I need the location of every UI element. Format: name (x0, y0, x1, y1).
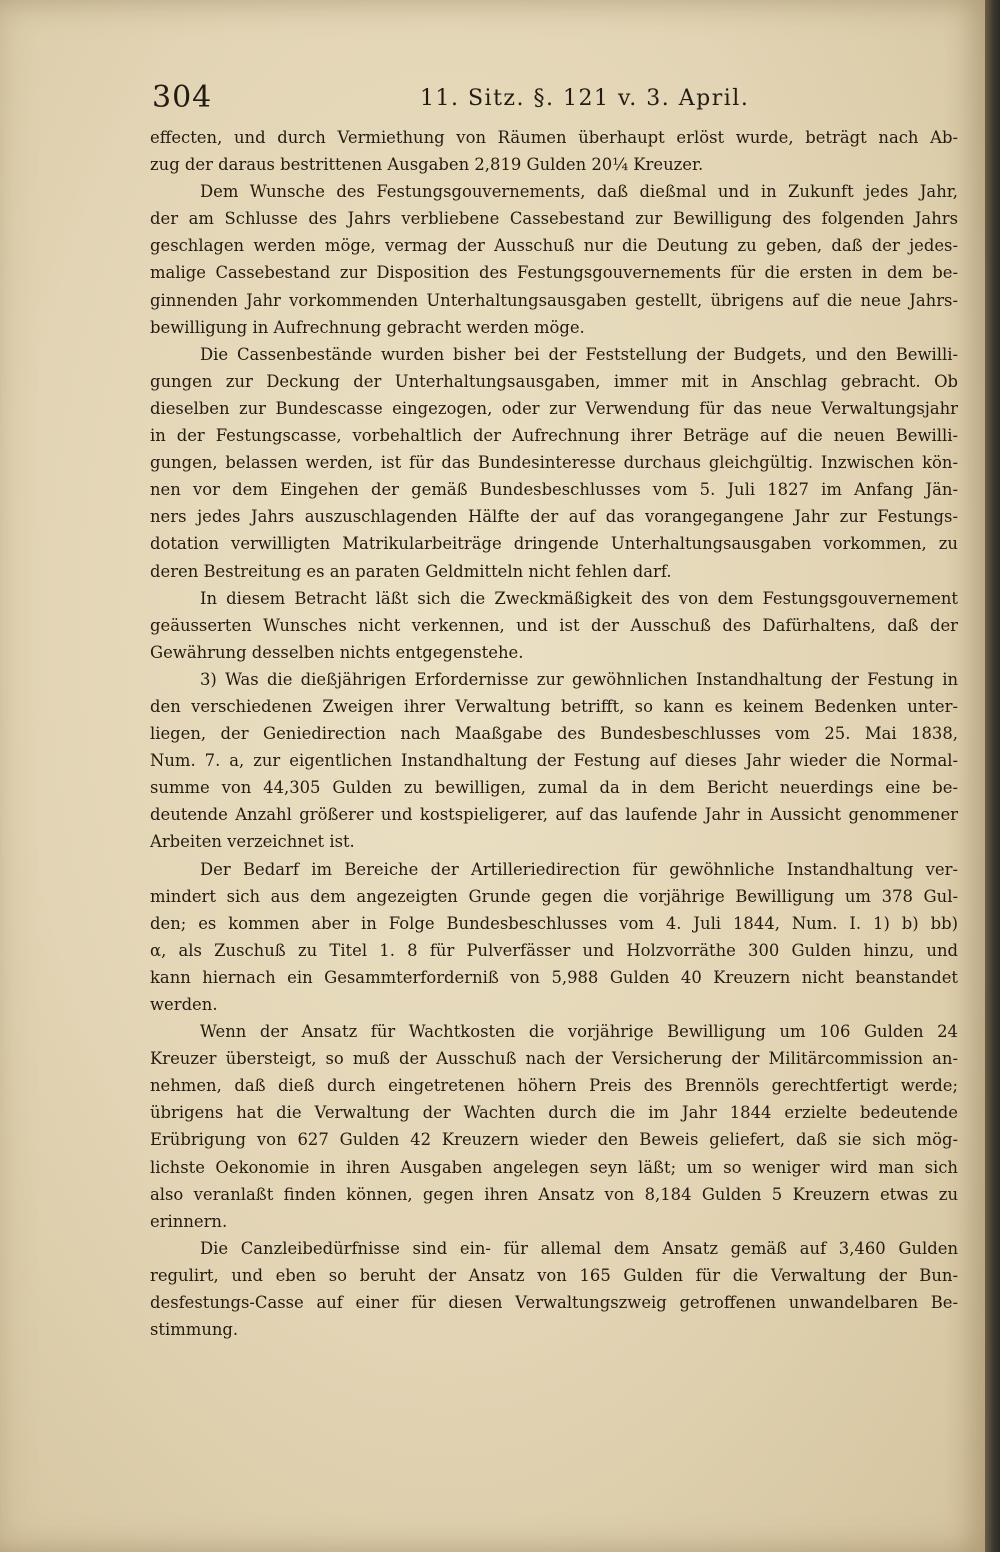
text-line: stimmung. (150, 1320, 239, 1340)
text-line: bewilligung in Aufrechnung gebracht werden möge. (150, 317, 585, 337)
text-line: geschlagen werden möge, vermag der Ausschuß nur die Deutung zu geben, daß der jedes- (150, 236, 958, 256)
text-line: mindert sich aus dem angezeigten Grunde gegen die vorjährige Bewilligung um 378 Gul- (150, 886, 958, 906)
text-line: Dem Wunsche des Festungsgouvernements, daß dießmal und in Zukunft jedes Jahr, (200, 182, 958, 202)
text-line: lichste Oekonomie in ihren Ausgaben angelegen seyn läßt; um so weniger wird man sich (150, 1157, 958, 1177)
text-line: effecten, und durch Vermiethung von Räumen überhaupt erlöst wurde, beträgt nach Ab- (150, 128, 958, 147)
text-line: den; es kommen aber in Folge Bundesbeschlusses vom 4. Juli 1844, Num. I. 1) b) bb) (150, 913, 958, 933)
text-line: nen vor dem Eingehen der gemäß Bundesbeschlusses vom 5. Juli 1827 im Anfang Jän- (150, 480, 958, 500)
page-header (152, 80, 972, 120)
text-line: deren Bestreitung es an paraten Geldmitteln nicht fehlen darf. (150, 561, 672, 581)
text-line: nehmen, daß dieß durch eingetretenen höhern Preis des Brennöls gerechtfertigt werde; (150, 1076, 958, 1096)
text-line: 3) Was die dießjährigen Erfordernisse zur gewöhnlichen Instandhaltung der Festung in (200, 669, 958, 689)
text-line: Der Bedarf im Bereiche der Artilleriedirection für gewöhnliche Instandhaltung ver- (200, 859, 958, 879)
text-line: Erübrigung von 627 Gulden 42 Kreuzern wieder den Beweis geliefert, daß sie sich mög- (150, 1130, 958, 1150)
text-line: Wenn der Ansatz für Wachtkosten die vorjährige Bewilligung um 106 Gulden 24 (200, 1022, 958, 1042)
text-line: kann hiernach ein Gesammterforderniß von 5,988 Gulden 40 Kreuzern nicht beanstandet (150, 967, 958, 987)
text-line: werden. (150, 995, 218, 1014)
text-line: α, als Zuschuß zu Titel 1. 8 für Pulverfässer und Holzvorräthe 300 Gulden hinzu, und (150, 940, 958, 960)
text-line: geäusserten Wunsches nicht verkennen, und ist der Ausschuß des Dafürhaltens, daß der (150, 615, 958, 635)
text-line: Die Cassenbestände wurden bisher bei der Feststellung der Budgets, und den Bewilli- (200, 344, 958, 364)
text-line: erinnern. (150, 1211, 228, 1231)
text-line: Die Canzleibedürfnisse sind ein- für allemal dem Ansatz gemäß auf 3,460 Gulden (200, 1238, 958, 1258)
text-line: also veranlaßt finden können, gegen ihren Ansatz von 8,184 Gulden 5 Kreuzern etwas zu (150, 1184, 958, 1204)
text-line: summe von 44,305 Gulden zu bewilligen, zumal da in dem Bericht neuerdings eine be- (150, 778, 958, 798)
text-line: Arbeiten verzeichnet ist. (150, 832, 355, 852)
text-line: In diesem Betracht läßt sich die Zweckmäßigkeit des von dem Festungsgouvernement (200, 588, 958, 608)
text-line: malige Cassebestand zur Disposition des Festungsgouvernements für die ersten in dem be- (150, 263, 958, 283)
text-line: den verschiedenen Zweigen ihrer Verwaltung betrifft, so kann es keinem Bedenken unter- (150, 696, 958, 716)
book-binding-edge (985, 0, 1000, 1552)
text-line: ginnenden Jahr vorkommenden Unterhaltungsausgaben gestellt, übrigens auf die neue Jahrs- (150, 290, 958, 310)
text-line: deutende Anzahl größerer und kostspieligerer, auf das laufende Jahr in Aussicht genommener (150, 805, 958, 825)
text-line: gungen, belassen werden, ist für das Bundesinteresse durchaus gleichgültig. Inzwischen kön- (150, 453, 958, 473)
running-head: 11. Sitz. §. 121 v. 3. April. (420, 86, 750, 111)
text-line: Kreuzer übersteigt, so muß der Ausschuß nach der Versicherung der Militärcommission an- (150, 1049, 958, 1069)
text-line: gungen zur Deckung der Unterhaltungsausgaben, immer mit in Anschlag gebracht. Ob (150, 371, 958, 391)
text-line: desfestungs-Casse auf einer für diesen Verwaltungszweig getroffenen unwandelbaren Be- (150, 1293, 958, 1313)
text-line: dotation verwilligten Matrikularbeiträge dringende Unterhaltungsausgaben vorkommen, zu (150, 534, 958, 554)
text-line: liegen, der Geniedirection nach Maaßgabe des Bundesbeschlusses vom 25. Mai 1838, (150, 724, 958, 744)
text-line: Gewährung desselben nichts entgegenstehe. (150, 642, 524, 662)
text-line: dieselben zur Bundescasse eingezogen, oder zur Verwendung für das neue Verwaltungsjahr (150, 398, 958, 418)
text-line: der am Schlusse des Jahrs verbliebene Cassebestand zur Bewilligung des folgenden Jahrs (150, 209, 958, 229)
body-text (150, 124, 958, 1343)
text-line: in der Festungscasse, vorbehaltlich der Aufrechnung ihrer Beträge auf die neuen Bewilli- (150, 426, 958, 446)
text-line: Num. 7. a, zur eigentlichen Instandhaltung der Festung auf dieses Jahr wieder die Normal- (150, 751, 958, 771)
page-number: 304 (152, 80, 213, 115)
text-line: ners jedes Jahrs auszuschlagenden Hälfte der auf das vorangegangene Jahr zur Festungs- (150, 507, 958, 527)
text-line: zug der daraus bestrittenen Ausgaben 2,819 Gulden 20¼ Kreuzer. (150, 155, 704, 175)
text-line: übrigens hat die Verwaltung der Wachten durch die im Jahr 1844 erzielte bedeutende (150, 1103, 958, 1123)
text-line: regulirt, und eben so beruht der Ansatz von 165 Gulden für die Verwaltung der Bun- (150, 1265, 958, 1285)
